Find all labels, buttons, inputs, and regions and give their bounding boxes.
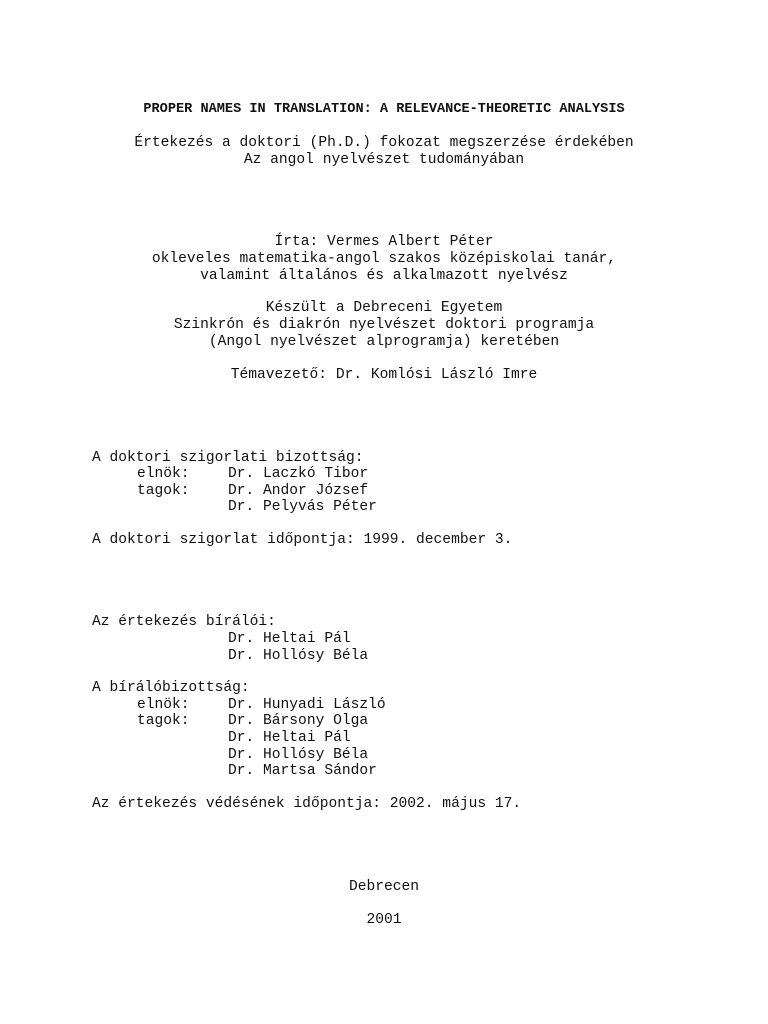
program-line-2: Szinkrón és diakrón nyelvészet doktori programja bbox=[173, 317, 595, 333]
reviewers-heading: Az értekezés bírálói: bbox=[92, 614, 276, 630]
program-line-3: (Angol nyelvészet alprogramja) keretében bbox=[208, 334, 560, 350]
subtitle-line-1: Értekezés a doktori (Ph.D.) fokozat megszerzése érdekében bbox=[134, 135, 634, 151]
review-committee-member: Dr. Hollósy Béla bbox=[228, 747, 369, 763]
review-committee-member: Dr. Bársony Olga bbox=[228, 713, 369, 729]
program-line-1: Készült a Debreceni Egyetem bbox=[265, 300, 503, 316]
exam-committee-members-label: tagok: bbox=[137, 483, 190, 499]
reviewer-name: Dr. Hollósy Béla bbox=[228, 648, 369, 664]
review-committee-heading: A bírálóbizottság: bbox=[92, 680, 250, 696]
place: Debrecen bbox=[348, 879, 420, 895]
year: 2001 bbox=[366, 912, 402, 928]
review-committee-chair-label: elnök: bbox=[137, 697, 190, 713]
exam-committee-heading: A doktori szigorlati bizottság: bbox=[92, 450, 364, 466]
review-committee-member: Dr. Martsa Sándor bbox=[228, 763, 377, 779]
exam-committee-chair-label: elnök: bbox=[137, 466, 190, 482]
exam-committee-member: Dr. Pelyvás Péter bbox=[228, 499, 377, 515]
exam-committee-chair: Dr. Laczkó Tibor bbox=[228, 466, 369, 482]
review-committee-chair: Dr. Hunyadi László bbox=[228, 697, 386, 713]
reviewer-name: Dr. Heltai Pál bbox=[228, 631, 351, 647]
supervisor-line: Témavezető: Dr. Komlósi László Imre bbox=[230, 367, 538, 383]
review-committee-members-label: tagok: bbox=[137, 713, 190, 729]
author-line: Írta: Vermes Albert Péter bbox=[274, 234, 494, 250]
subtitle-line-2: Az angol nyelvészet tudományában bbox=[243, 152, 525, 168]
exam-committee-member: Dr. Andor József bbox=[228, 483, 369, 499]
defense-date: Az értekezés védésének időpontja: 2002. május 17. bbox=[92, 796, 522, 812]
author-qualification-2: valamint általános és alkalmazott nyelvész bbox=[200, 268, 568, 284]
author-qualification-1: okleveles matematika-angol szakos középiskolai tanár, bbox=[151, 251, 617, 267]
document-title: PROPER NAMES IN TRANSLATION: A RELEVANCE-THEORETIC ANALYSIS bbox=[143, 102, 625, 117]
exam-date: A doktori szigorlat időpontja: 1999. december 3. bbox=[92, 532, 513, 548]
review-committee-member: Dr. Heltai Pál bbox=[228, 730, 351, 746]
